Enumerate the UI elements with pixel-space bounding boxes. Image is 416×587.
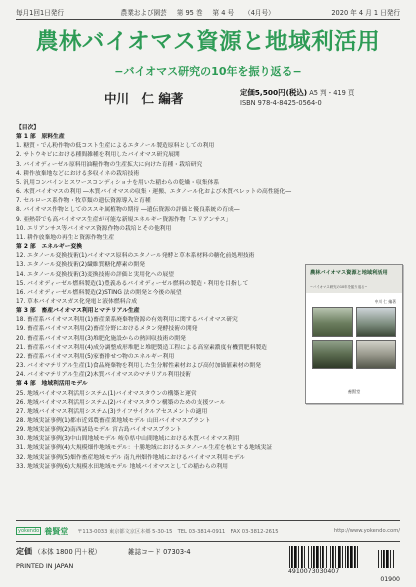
book-author: 中川 仁 編著 <box>104 91 184 106</box>
barcode-numbers <box>288 568 400 584</box>
cover-photos <box>312 307 396 369</box>
printed-in: PRINTED IN JAPAN <box>16 562 74 570</box>
toc-item: 5. 汎用コンバインとスワースコンディショナを用いた稲わらの乾燥・収集体系 <box>16 179 220 186</box>
toc-item: 16. バイオディーゼル燃料製造(2)STING 法の開発と今後の展望 <box>16 289 182 296</box>
toc-item: 30. 地域実証事例(3)中山間地域モデル 岐阜県中山間地域における木質バイオマス利用 <box>16 436 240 443</box>
cover-photo-crop <box>312 340 353 370</box>
toc-item: 9. 亜熱帯でも高バイオマス生産が可能な新規エネルギー資源作物「エリアンサス」 <box>16 216 232 223</box>
barcode-bar <box>342 546 343 568</box>
journal-header <box>16 6 400 18</box>
toc-item: 6. 木質バイオマスの利用 ―木質バイオマスの収集・運搬、エタノール化および木質ペレットの高性能化― <box>16 189 292 196</box>
barcode-bar <box>320 546 321 568</box>
toc-item: 26. 地域バイオマス利活用システム(2)バイオマスタウン構築のための支援ツール <box>16 399 226 406</box>
cover-publisher: 養賢堂 <box>347 389 361 394</box>
toc-part-heading: 第 3 部 畜産バイオマス利用とマテリアル生産 <box>16 308 140 315</box>
toc-item: 29. 地域実証事例(2)南西諸島モデル 宮古島バイオマスプラント <box>16 427 182 434</box>
table-of-contents <box>16 124 326 472</box>
barcode-bar <box>326 546 327 568</box>
toc-item: 28. 地域実証事例(1)都市近郊農畜産業地域モデル 山田バイオマスプラント <box>16 418 211 424</box>
toc-item: 1. 糖質・でん粉作物の低コスト生産によるエタノール製造原料としての利用 <box>16 143 215 150</box>
barcode-addon-bar <box>390 550 391 568</box>
toc-item: 22. 畜産系バイオマス利用(5)家畜排せつ物のエネルギー利用 <box>16 353 175 360</box>
magazine-code <box>128 546 191 556</box>
barcode-addon-bar <box>386 550 389 568</box>
toc-item: 3. バイオディーゼル原料用油糧作物の生産拡大に向けた育種・栽培研究 <box>16 161 203 168</box>
publisher-url[interactable]: http://www.yokendo.com/ <box>333 528 400 534</box>
toc-item: 10. エリアンサス等バイオマス資源作物の栽培とその他利用 <box>16 225 172 232</box>
barcode-bar <box>294 546 297 568</box>
publisher-footer <box>16 524 400 538</box>
book-info <box>240 88 390 108</box>
volume-text: 第 95 巻 <box>176 9 203 17</box>
toc-item: 23. バイオマテリアル生産(1)食品廃棄物を利用した生分解性素材および高付加価値素材の開発 <box>16 363 261 370</box>
toc-item: 25. 地域バイオマス利活用システム(1)バイオマスタウンの構築と運営 <box>16 390 197 397</box>
barcode-bar <box>289 546 290 568</box>
barcode-bar <box>350 546 353 568</box>
price-label: 定価 <box>16 547 32 556</box>
book-price: 定価5,500円(税込) <box>240 88 308 97</box>
book-cover-image <box>305 264 403 404</box>
toc-item: 13. エタノール変換技術(2)繊維質糖化酵素の開発 <box>16 262 145 269</box>
barcode-bar <box>332 546 334 568</box>
cover-subtitle: −バイオマス研究の10年を振り返る− <box>310 285 368 289</box>
journal-name: 農業および園芸 <box>120 9 167 17</box>
book-format: A5 判・419 頁 <box>309 89 355 97</box>
issue-month: （4月号） <box>244 9 275 17</box>
toc-item: 11. 耕作放棄地の再生と資源作物生産 <box>16 234 115 241</box>
toc-item: 19. 畜産系バイオマス利用(2)畜産分野におけるメタン発酵技術の開発 <box>16 326 198 333</box>
barcode-addon-bar <box>393 550 394 568</box>
barcode-number: 4910073030407 <box>288 568 340 575</box>
publisher-name: 養賢堂 <box>44 526 69 536</box>
barcode-bar <box>316 546 319 568</box>
barcode-addon: 01900 <box>380 576 400 583</box>
toc-item: 31. 地域実証事例(4)大規模畑作地域モデル：十勝地域におけるエタノール生産を核とする地域実証 <box>16 445 273 452</box>
cover-photo-field <box>312 307 353 337</box>
barcode-bar <box>357 546 358 568</box>
barcode-bar <box>298 546 299 568</box>
toc-item: 32. 地域実証事例(5)畑作畜産地域モデル 南九州畑作地域におけるバイオマス利用モデル <box>16 454 246 461</box>
barcode-bar <box>330 546 331 568</box>
issue-text: 第 4 号 <box>212 9 235 17</box>
toc-list <box>16 133 326 472</box>
toc-item: 2. サトウキビにおける種間雑種を利用したバイオマス研究展開 <box>16 152 180 159</box>
book-subtitle: −バイオマス研究の10年を振り返る− <box>114 65 302 78</box>
toc-item: 18. 畜産系バイオマス利用(1)畜産業系廃棄物資源の有効利用に関するバイオマス研究 <box>16 317 238 324</box>
toc-part-heading: 第 2 部 エネルギー変換 <box>16 244 83 251</box>
publish-date: 2020 年 4 月 1 日発行 <box>331 9 400 17</box>
header-rule <box>16 19 400 20</box>
toc-item: 15. バイオディーゼル燃料製造(1)豊義あるバイオディーゼル燃料の製造・利用を目指して <box>16 280 249 287</box>
publisher-brand <box>16 526 68 537</box>
magazine-price <box>16 546 101 557</box>
toc-item: 33. 地域実証事例(6)大規模水田地域モデル 地域バイオマスとしての稲わらの利用 <box>16 463 228 470</box>
bottom-rule <box>16 541 400 542</box>
barcode-bar <box>313 546 315 568</box>
toc-item: 17. 草本バイオマスガス化発電と液体燃料合成 <box>16 298 138 305</box>
toc-item: 7. セルロース系作物・牧草類の遺伝資源導入と育種 <box>16 198 151 205</box>
toc-item: 21. 畜産系バイオマス利用(4)成分調整成形堆肥と堆肥製造工程による高窒素濃度有機質肥料製造 <box>16 344 267 351</box>
toc-item: 4. 耕作放棄地などにおける多収イネの栽培技術 <box>16 170 140 177</box>
cover-photo-plant <box>356 307 397 337</box>
barcode-addon-bar <box>378 550 379 568</box>
barcode-bar <box>308 546 309 568</box>
barcode-bar <box>291 546 293 568</box>
barcode-addon-bar <box>381 550 382 568</box>
publisher-logo: yokendo <box>18 528 40 534</box>
toc-item: 27. 地域バイオマス利活用システム(3)ライフサイクルアセスメントの適用 <box>16 408 208 415</box>
toc-item: 24. バイオマテリアル生産(2)木質バイオマスのマテリアル利用技術 <box>16 372 191 379</box>
barcode-addon-bar <box>383 550 385 568</box>
barcode-bar <box>322 546 324 568</box>
toc-item: 14. エタノール変換技術(3)変換技術の評価と実用化への展望 <box>16 271 174 278</box>
barcode-bar <box>335 546 336 568</box>
colophon <box>16 546 400 584</box>
magazine-code-label: 雑誌コード <box>128 548 161 556</box>
cover-author: 中川 仁 編著 <box>374 299 396 304</box>
book-title: 農林バイオマス資源と地域利活用 <box>35 29 381 55</box>
footer-rule <box>16 520 400 521</box>
journal-info <box>121 7 275 17</box>
toc-heading: 【目次】 <box>16 125 40 131</box>
publisher-address: 〒113-0033 東京都文京区本郷 5-30-15 TEL 03-3814-0911 FAX 03-3812-2615 <box>77 528 279 535</box>
toc-item: 12. エタノール変換技術(1)バイオマス原料のエタノール発酵と草本系材料の糖化前処理技術 <box>16 253 255 260</box>
barcode-bar <box>301 546 303 568</box>
barcode-bar <box>338 546 341 568</box>
toc-item: 8. バイオマス作物としてのススキ属植物の期待 ―遺伝資源の評価と優良系統の育成― <box>16 207 240 214</box>
barcode-bar <box>354 546 356 568</box>
book-isbn: ISBN 978-4-8425-0564-0 <box>240 99 322 107</box>
barcode-bar <box>304 546 305 568</box>
magazine-code-value: 07303-4 <box>163 548 191 556</box>
cover-photo-facility <box>356 340 397 370</box>
barcode-bar <box>345 546 346 568</box>
frequency-text: 毎月1回1日発行 <box>16 9 64 17</box>
toc-part-heading: 第 1 部 原料生産 <box>16 134 65 141</box>
toc-part-heading: 第 4 部 地域利活用モデル <box>16 381 88 388</box>
cover-title: 農林バイオマス資源と地域利活用 <box>310 270 388 276</box>
barcode-bar <box>311 546 312 568</box>
toc-item: 20. 畜産系バイオマス利用(3)堆肥化施設からの熱回収技術の開発 <box>16 335 186 342</box>
barcode <box>288 546 400 568</box>
barcode-bar <box>347 546 349 568</box>
price-detail: （本体 1800 円＋税） <box>34 548 102 556</box>
